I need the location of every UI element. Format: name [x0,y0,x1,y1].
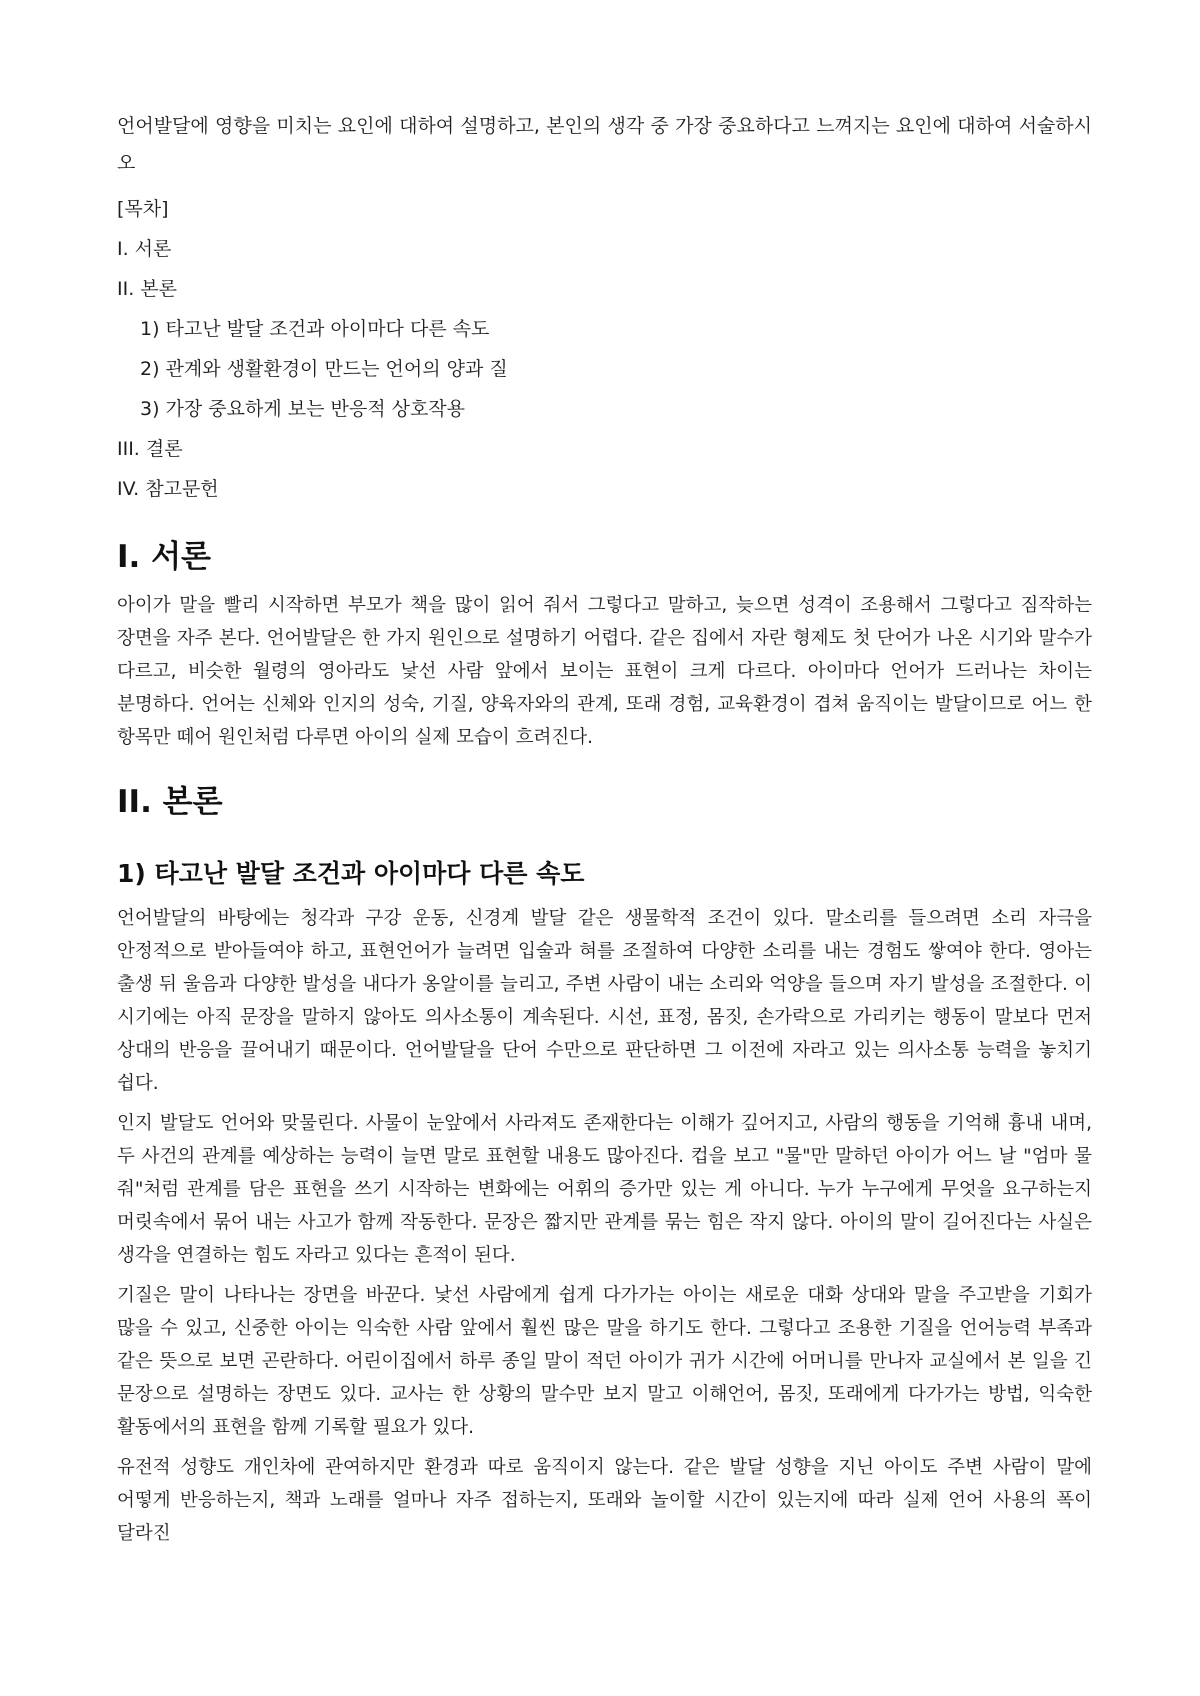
toc-subitem-2: 2) 관계와 생활환경이 만드는 언어의 양과 질 [140,358,508,380]
body-paragraph-4: 유전적 성향도 개인차에 관여하지만 환경과 따로 움직이지 않는다. 같은 발달 성향을 지닌 아이도 주변 사람이 말에 어떻게 반응하는지, 책과 노래를 얼마나 자주 접하는지, 또래와 놀이할 시간이 있는지에 따라 실제 언어 사용의 폭이 달라진 [117,1457,1092,1544]
toc-subitem-1: 1) 타고난 발달 조건과 아이마다 다른 속도 [140,318,490,340]
document-page [117,108,1092,1557]
question-title: 언어발달에 영향을 미치는 요인에 대하여 설명하고, 본인의 생각 중 가장 중요하다고 느껴지는 요인에 대하여 서술하시오 [117,115,1092,174]
table-of-contents [117,189,1092,509]
intro-heading: I. 서론 [117,539,211,575]
toc-item-conclusion: III. 결론 [117,438,183,460]
toc-heading: [목차] [117,198,169,220]
body-paragraph-2: 인지 발달도 언어와 맞물린다. 사물이 눈앞에서 사라져도 존재한다는 이해가 깊어지고, 사람의 행동을 기억해 흉내 내며, 두 사건의 관계를 예상하는 능력이 늘면 말로 표현할 내용도 많아진다. 컵을 보고 "물"만 말하던 아이가 어느 날 "엄마 물 줘"처럼 관계를 담은 표현을 쓰기 시작하는 변화에는 어휘의 증가만 있는 게 아니다. 누가 누구에게 무엇을 요구하는지 머릿속에서 묶어 내는 사고가 함께 작동한다. 문장은 짧지만 관계를 묶는 힘은 작지 않다. 아이의 말이 길어진다는 사실은 생각을 연결하는 힘도 자라고 있다는 흔적이 된다. [117,1113,1092,1266]
intro-paragraph: 아이가 말을 빨리 시작하면 부모가 책을 많이 읽어 줘서 그렇다고 말하고, 늦으면 성격이 조용해서 그렇다고 짐작하는 장면을 자주 본다. 언어발달은 한 가지 원인으로 설명하기 어렵다. 같은 집에서 자란 형제도 첫 단어가 나온 시기와 말수가 다르고, 비슷한 월령의 영아라도 낯선 사람 앞에서 보이는 표현이 크게 다르다. 아이마다 언어가 드러나는 차이는 분명하다. 언어는 신체와 인지의 성숙, 기질, 양육자와의 관계, 또래 경험, 교육환경이 겹쳐 움직이는 발달이므로 어느 한 항목만 떼어 원인처럼 다루면 아이의 실제 모습이 흐려진다. [117,595,1093,748]
body-paragraph-3: 기질은 말이 나타나는 장면을 바꾼다. 낯선 사람에게 쉽게 다가가는 아이는 새로운 대화 상대와 말을 주고받을 기회가 많을 수 있고, 신중한 아이는 익숙한 사람 앞에서 훨씬 많은 말을 하기도 한다. 그렇다고 조용한 기질을 언어능력 부족과 같은 뜻으로 보면 곤란하다. 어린이집에서 하루 종일 말이 적던 아이가 귀가 시간에 어머니를 만나자 교실에서 본 일을 긴 문장으로 설명하는 장면도 있다. 교사는 한 상황의 말수만 보지 말고 이해언어, 몸짓, 또래에게 다가가는 방법, 익숙한 활동에서의 표현을 함께 기록할 필요가 있다. [117,1285,1093,1438]
toc-item-body: II. 본론 [117,278,177,300]
body-subsection-1-heading: 1) 타고난 발달 조건과 아이마다 다른 속도 [117,859,585,888]
body-heading: II. 본론 [117,784,223,820]
toc-subitem-3: 3) 가장 중요하게 보는 반응적 상호작용 [140,398,466,420]
body-paragraph-1: 언어발달의 바탕에는 청각과 구강 운동, 신경계 발달 같은 생물학적 조건이 있다. 말소리를 들으려면 소리 자극을 안정적으로 받아들여야 하고, 표현언어가 늘려면 입술과 혀를 조절하여 다양한 소리를 내는 경험도 쌓여야 한다. 영아는 출생 뒤 울음과 다양한 발성을 내다가 옹알이를 늘리고, 주변 사람이 내는 소리와 억양을 들으며 자기 발성을 조절한다. 이 시기에는 아직 문장을 말하지 않아도 의사소통이 계속된다. 시선, 표정, 몸짓, 손가락으로 가리키는 행동이 말보다 먼저 상대의 반응을 끌어내기 때문이다. 언어발달을 단어 수만으로 판단하면 그 이전에 자라고 있는 의사소통 능력을 놓치기 쉽다. [117,908,1092,1094]
toc-item-intro: I. 서론 [117,238,172,260]
toc-item-references: IV. 참고문헌 [117,478,219,500]
